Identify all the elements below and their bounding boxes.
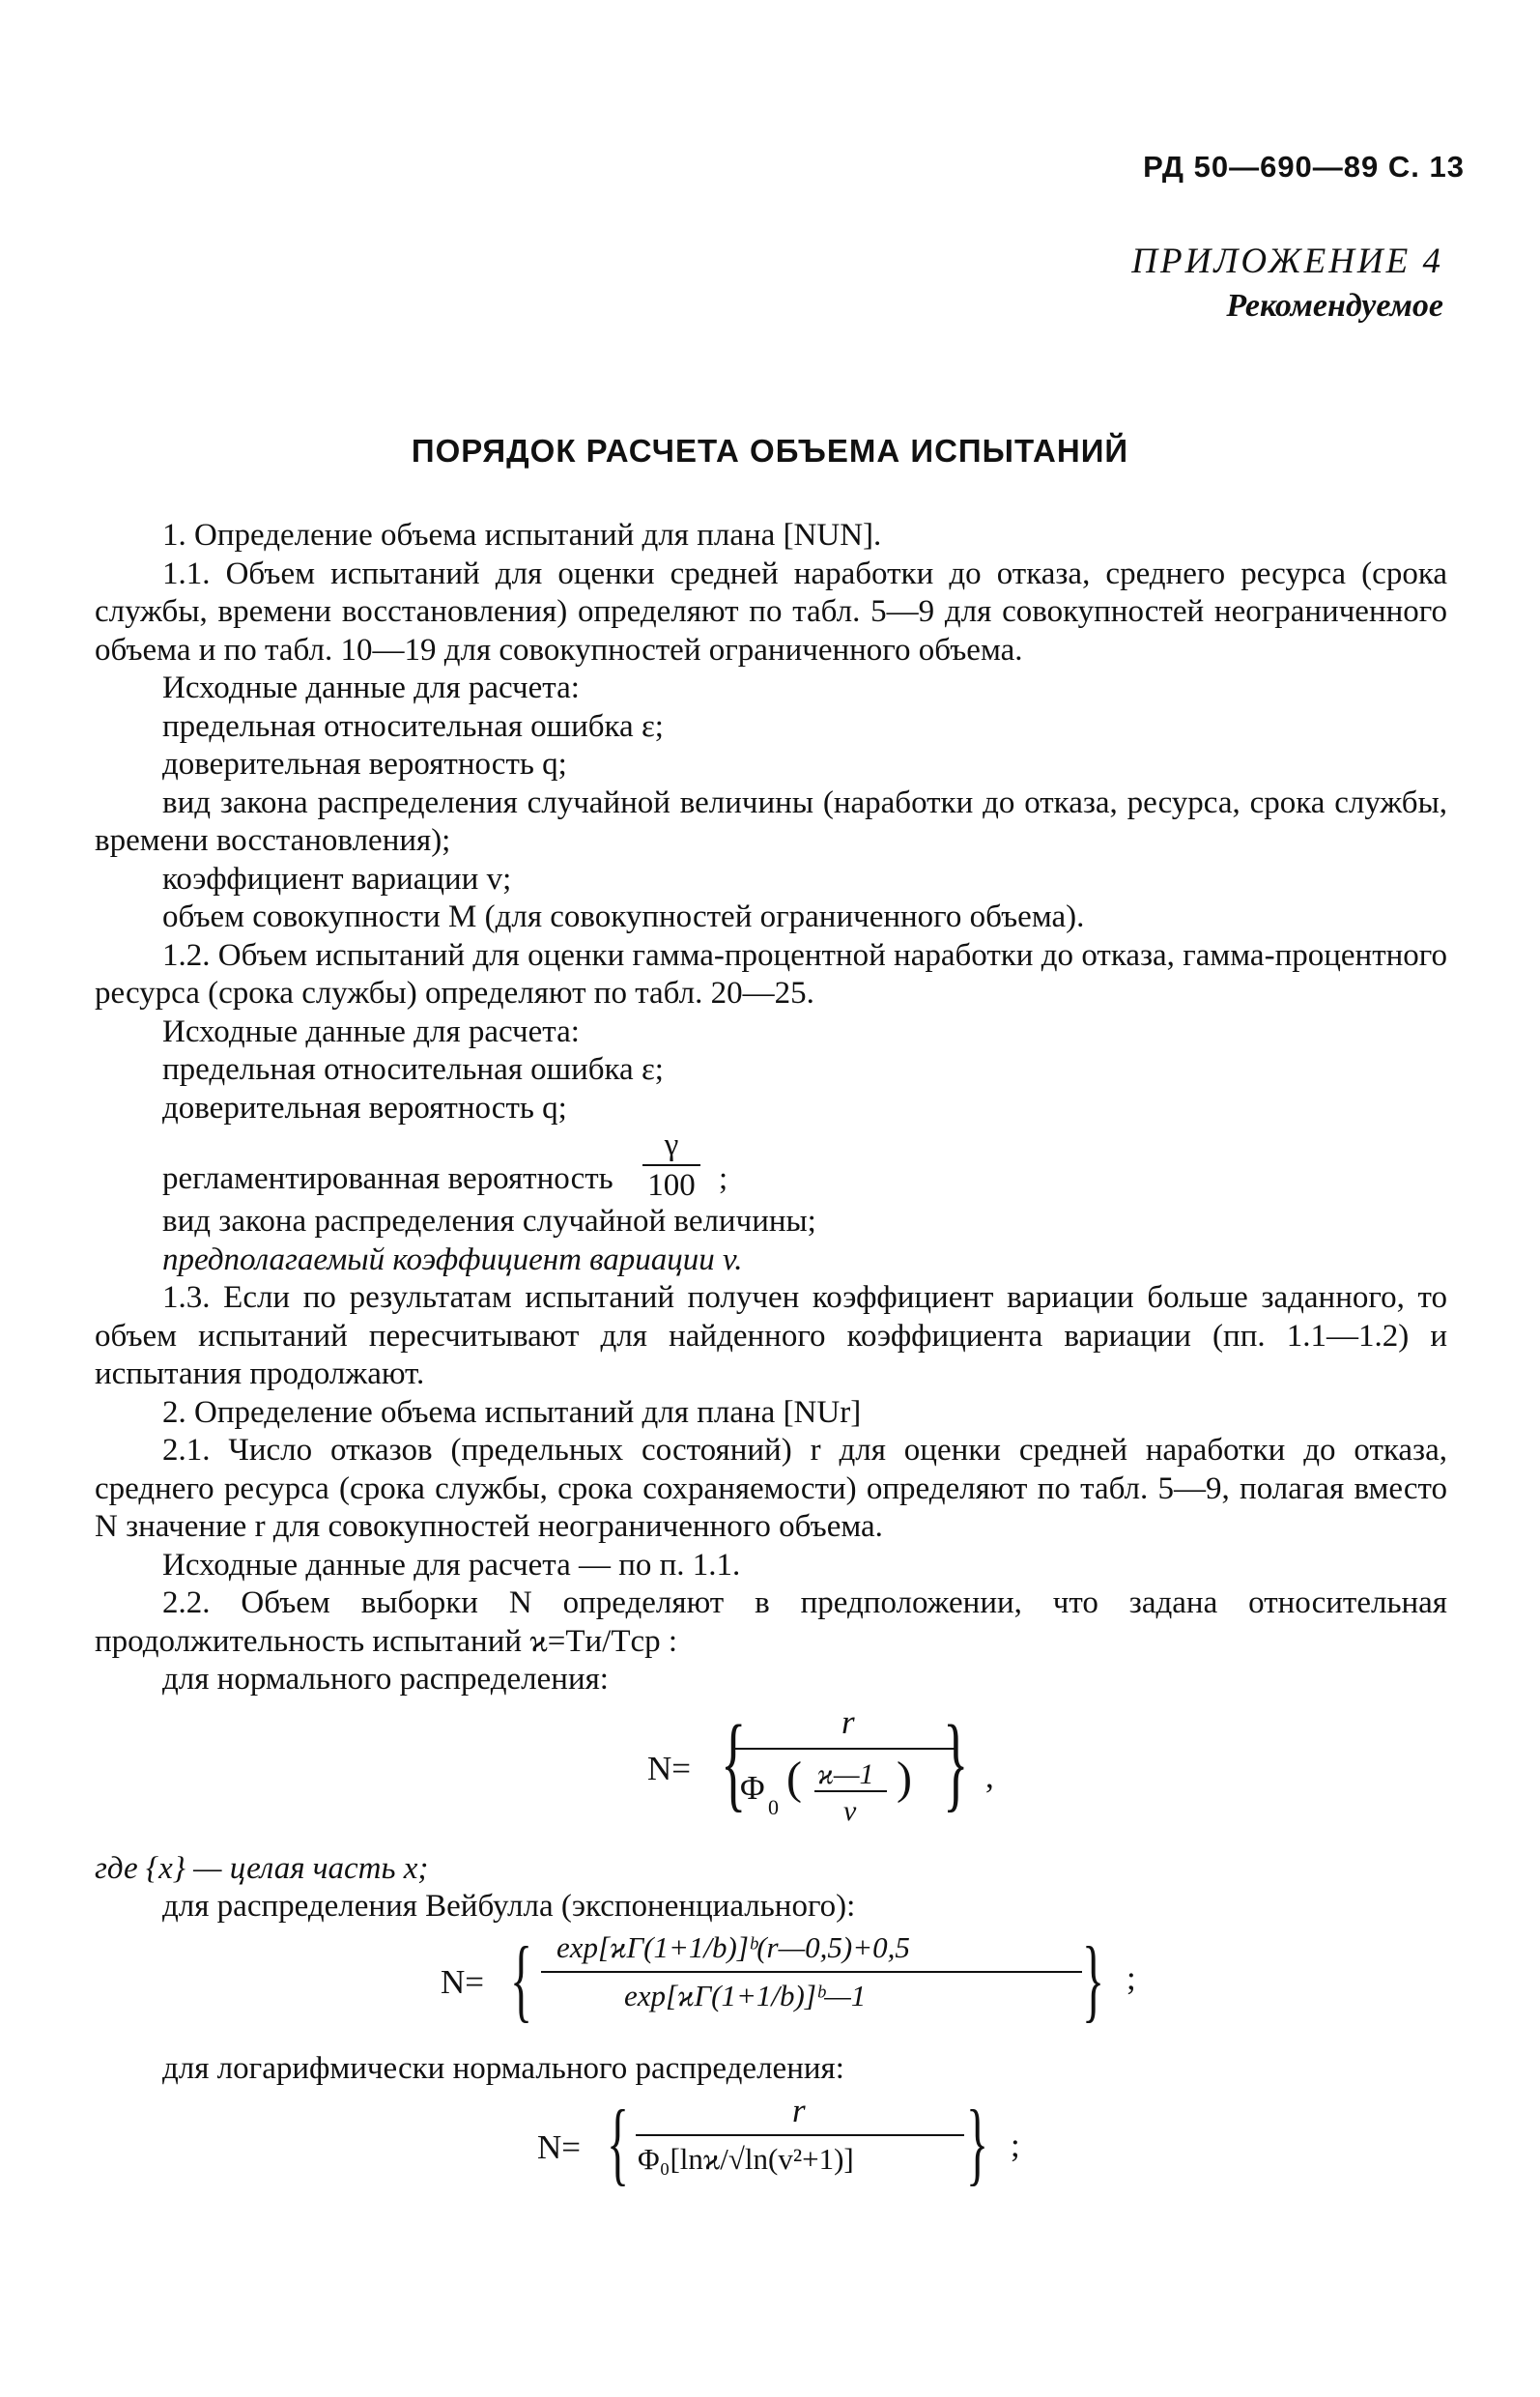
right-paren: ) <box>897 1752 912 1804</box>
paragraph-2-1: 2.1. Число отказов (предельных состояний) r для оценки средней наработки до отказа, среднего ресурса (срока службы, срока сохраняемости) определяют по табл. 5—9, полагая вместо N значение r для совокупностей неограниченного объема. <box>95 1433 1447 1544</box>
formula-punct: ; <box>1011 2126 1020 2164</box>
weibull-distribution-label: для распределения Вейбулла (экспоненциального): <box>162 1889 856 1924</box>
paragraph-1: 1. Определение объема испытаний для плана [NUN]. <box>162 518 882 553</box>
page-title: ПОРЯДОК РАСЧЕТА ОБЪЕМА ИСПЫТАНИЙ <box>411 433 1129 469</box>
list-item: предполагаемый коэффициент вариации v. <box>162 1241 743 1277</box>
formula-numerator: r <box>792 2092 806 2129</box>
input-data-heading: Исходные данные для расчета: <box>162 671 580 705</box>
left-paren: ( <box>786 1752 802 1804</box>
regulated-probability-line <box>95 1127 1447 1203</box>
lognormal-distribution-label: для логарифмически нормального распределения: <box>162 2050 844 2086</box>
list-item: доверительная вероятность q; <box>162 1090 567 1126</box>
paragraph-2: 2. Определение объема испытаний для плана [NUr] <box>162 1394 862 1430</box>
semicolon: ; <box>719 1161 728 1196</box>
list-item: предельная относительная ошибка ε; <box>162 1052 664 1087</box>
list-item: предельная относительная ошибка ε; <box>162 708 664 744</box>
integer-part-note: где {x} — целая часть x; <box>95 1850 429 1886</box>
inner-denominator: v <box>843 1794 857 1827</box>
formula-punct: , <box>985 1756 994 1795</box>
phi-subscript: 0 <box>768 1794 779 1819</box>
formula-denominator: exp[ϰΓ(1+1/b)]ᵇ—1 <box>624 1978 867 2012</box>
formula-lhs: N= <box>647 1749 692 1787</box>
list-item: объем совокупности M (для совокупностей ограниченного объема). <box>162 899 1085 934</box>
page-header: РД 50—690—89 С. 13 <box>1143 150 1465 184</box>
fraction-bar <box>541 1971 1082 1973</box>
annex-label: ПРИЛОЖЕНИЕ 4 <box>1131 242 1443 281</box>
fraction-denominator: 100 <box>647 1168 696 1203</box>
right-brace: } <box>943 1702 969 1821</box>
left-brace: { <box>510 1926 533 2031</box>
formula-normal <box>95 1699 1447 1844</box>
fraction-bar <box>732 1748 955 1750</box>
paragraph-1-1: 1.1. Объем испытаний для оценки средней наработки до отказа, среднего ресурса (срока службы, времени восстановления) определяют по табл. 5—9 для совокупностей неограниченного объема и по табл. 10—19 для совокупностей ограниченного объема. <box>95 556 1447 668</box>
formula-lhs: N= <box>537 2128 582 2166</box>
list-item: вид закона распределения случайной величины (наработки до отказа, ресурса, срока службы, времени восстановления); <box>95 785 1447 858</box>
phi-symbol: Φ <box>740 1768 765 1807</box>
formula-lhs: N= <box>441 1962 485 2001</box>
gamma-fraction <box>642 1127 700 1203</box>
formula-lognormal <box>95 2088 1447 2194</box>
right-brace: } <box>1082 1926 1105 2031</box>
annex-status: Рекомендуемое <box>1226 288 1443 324</box>
annex-block <box>1131 240 1443 328</box>
input-data-heading: Исходные данные для расчета: <box>162 1013 580 1049</box>
paragraph-1-3: 1.3. Если по результатам испытаний получен коэффициент вариации больше заданного, то объем испытаний пересчитывают для найденного коэффициента вариации (пп. 1.1—1.2) и испытания продолжают. <box>95 1280 1447 1391</box>
inner-numerator: ϰ—1 <box>817 1757 874 1790</box>
paragraph-1-2: 1.2. Объем испытаний для оценки гамма-процентной наработки до отказа, гамма-процентного ресурса (срока службы) определяют по табл. 20—25. <box>95 937 1447 1011</box>
list-item: коэффициент вариации v; <box>162 861 512 897</box>
formula-numerator: exp[ϰΓ(1+1/b)]ᵇ(r—0,5)+0,5 <box>556 1929 910 1964</box>
right-brace: } <box>966 2091 989 2194</box>
formula-punct: ; <box>1126 1958 1136 1997</box>
fraction-numerator: γ <box>642 1127 700 1166</box>
list-item: доверительная вероятность q; <box>162 747 567 782</box>
fraction-bar <box>636 2134 964 2136</box>
formula-denominator: Φ₀[lnϰ/√ln(v²+1)] <box>638 2142 854 2176</box>
paragraph-2-2: 2.2. Объем выборки N определяют в предположении, что задана относительная продолжительность испытаний ϰ=Tи/Tср : <box>95 1585 1447 1659</box>
list-item: вид закона распределения случайной величины; <box>162 1204 816 1239</box>
formula-weibull <box>95 1926 1447 2033</box>
input-data-heading: Исходные данные для расчета — по п. 1.1. <box>162 1547 741 1583</box>
document-body <box>95 517 1447 2194</box>
left-brace: { <box>721 1702 747 1821</box>
left-brace: { <box>607 2091 630 2194</box>
normal-distribution-label: для нормального распределения: <box>162 1662 609 1697</box>
list-item: регламентированная вероятность <box>162 1161 613 1196</box>
formula-numerator: r <box>841 1702 855 1741</box>
